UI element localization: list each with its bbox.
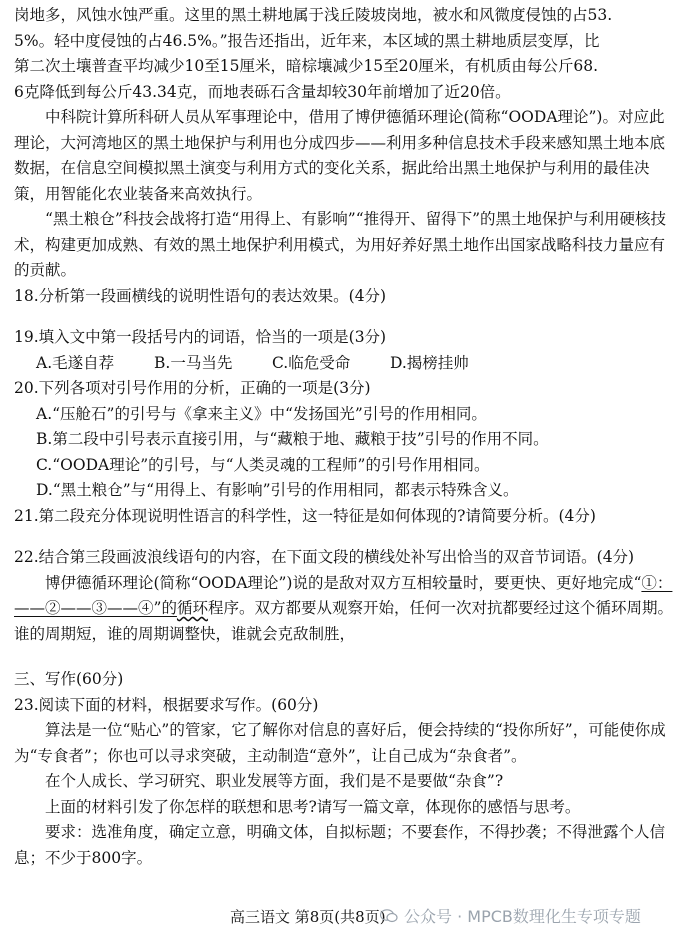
question-19-options <box>14 351 679 377</box>
page-number-label: 高三语文 第8页(共8页) <box>230 908 386 926</box>
question-21: 21.第二段充分体现说明性语言的科学性，这一特征是如何体现的?请简要分析。(4分) <box>14 506 596 525</box>
question-20-stem: 20.下列各项对引号作用的分析，正确的一项是(3分) <box>14 379 371 397</box>
question-19-stem: 19.填入文中第一段括号内的词语，恰当的一项是(3分) <box>14 328 387 346</box>
q19-option-b: B.一马当先 <box>154 353 233 372</box>
watermark-text: 公众号 · MPCB数理化生专项专题 <box>404 907 641 926</box>
q23-material-para-2: 在个人成长、学习研究、职业发展等方面，我们是不是要做“杂食”? <box>45 772 504 790</box>
exam-page <box>14 0 679 871</box>
q19-option-c: C.临危受命 <box>272 353 351 372</box>
q19-option-a: A.毛遂自荐 <box>36 353 115 372</box>
q22-text-before: 博伊德循环理论(简称“OODA理论”)说的是敌对双方互相较量时，要更快、更好地完成“ <box>45 573 642 592</box>
question-22-stem: 22.结合第三段画波浪线语句的内容，在下面文段的横线处补写出恰当的双音节词语。(4分) <box>14 548 635 566</box>
question-18: 18.分析第一段画横线的说明性语句的表达效果。(4分) <box>14 286 387 305</box>
q22-text-after: 程序。双方都要从观察开始，任何一次对抗都要经过这个循环周期。谁的周期短，谁的周期调整快，谁就会克敌制胜， <box>14 599 673 643</box>
section-3-heading: 三、写作(60分) <box>14 670 124 688</box>
passage-para-2: 中科院计算所科研人员从军事理论中，借用了博伊德循环理论(简称“OODA理论”)。对应此理论，大河湾地区的黑土地保护与利用也分成四步——利用多种信息技术手段来感知黑土地本底数据，在信息空间模拟黑土演变与利用方式的变化关系，据此给出黑土地保护与利用的最佳决策，用智能化农业装备来高效执行。 <box>14 108 666 203</box>
passage-para-1-line-2: 5%。轻中度侵蚀的占46.5%。”报告还指出，近年来，本区域的黑土耕地质层变厚，比 <box>14 31 600 50</box>
page-footer <box>0 906 693 932</box>
q20-option-d: D.“黑土粮仓”与“用得上、有影响”引号的作用相同，都表示特殊含义。 <box>36 481 519 499</box>
passage-para-1-line-3: 第二次土壤普查平均减少10至15厘米，暗棕壤减少15至20厘米，有机质由每公斤68. <box>14 57 599 75</box>
passage-para-1-line-1: 岗地多，风蚀水蚀严重。这里的黑土耕地属于浅丘陵坡岗地，被水和风微度侵蚀的占53. <box>14 6 613 24</box>
q19-option-d: D.揭榜挂帅 <box>390 353 469 372</box>
question-22-passage <box>14 571 679 648</box>
q22-underlined-word: 循环 <box>176 599 208 617</box>
q22-text-mid: ”的 <box>153 599 177 617</box>
passage-para-1-line-4: 6克降低到每公斤43.34克，而地表砾石含量却较30年前增加了近20倍。 <box>14 82 511 101</box>
q20-option-a: A.“压舱石”的引号与《拿来主义》中“发扬国光”引号的作用相同。 <box>36 404 487 423</box>
q23-requirements: 要求：选准角度，确定立意，明确文体，自拟标题；不要套作，不得抄袭；不得泄露个人信息；不少于800字。 <box>14 823 666 867</box>
q20-option-b: B.第二段中引号表示直接引用，与“藏粮于地、藏粮于技”引号的作用不同。 <box>36 430 549 448</box>
watermark <box>380 904 641 927</box>
passage-para-3: “黑土粮仓”科技会战将打造“用得上、有影响”“推得开、留得下”的黑土地保护与利用硬核技术，构建更加成熟、有效的黑土地保护利用模式，为用好养好黑土地作出国家战略科技力量应有的贡献。 <box>14 210 667 279</box>
q23-prompt: 上面的材料引发了你怎样的联想和思考?请写一篇文章，体现你的感悟与思考。 <box>45 797 581 816</box>
q23-material-para-1: 算法是一位“贴心”的管家，它了解你对信息的喜好后，便会持续的“投你所好”，可能使你成为“专食者”；你也可以寻求突破，主动制造“意外”，让自己成为“杂食者”。 <box>14 721 666 765</box>
question-23-stem: 23.阅读下面的材料，根据要求写作。(60分) <box>14 695 319 714</box>
q20-option-c: C.“OODA理论”的引号，与“人类灵魂的工程师”的引号作用相同。 <box>36 455 490 474</box>
q22-blank-answer-line: ①：——②——③——④ <box>14 573 673 617</box>
wechat-icon <box>380 909 398 923</box>
